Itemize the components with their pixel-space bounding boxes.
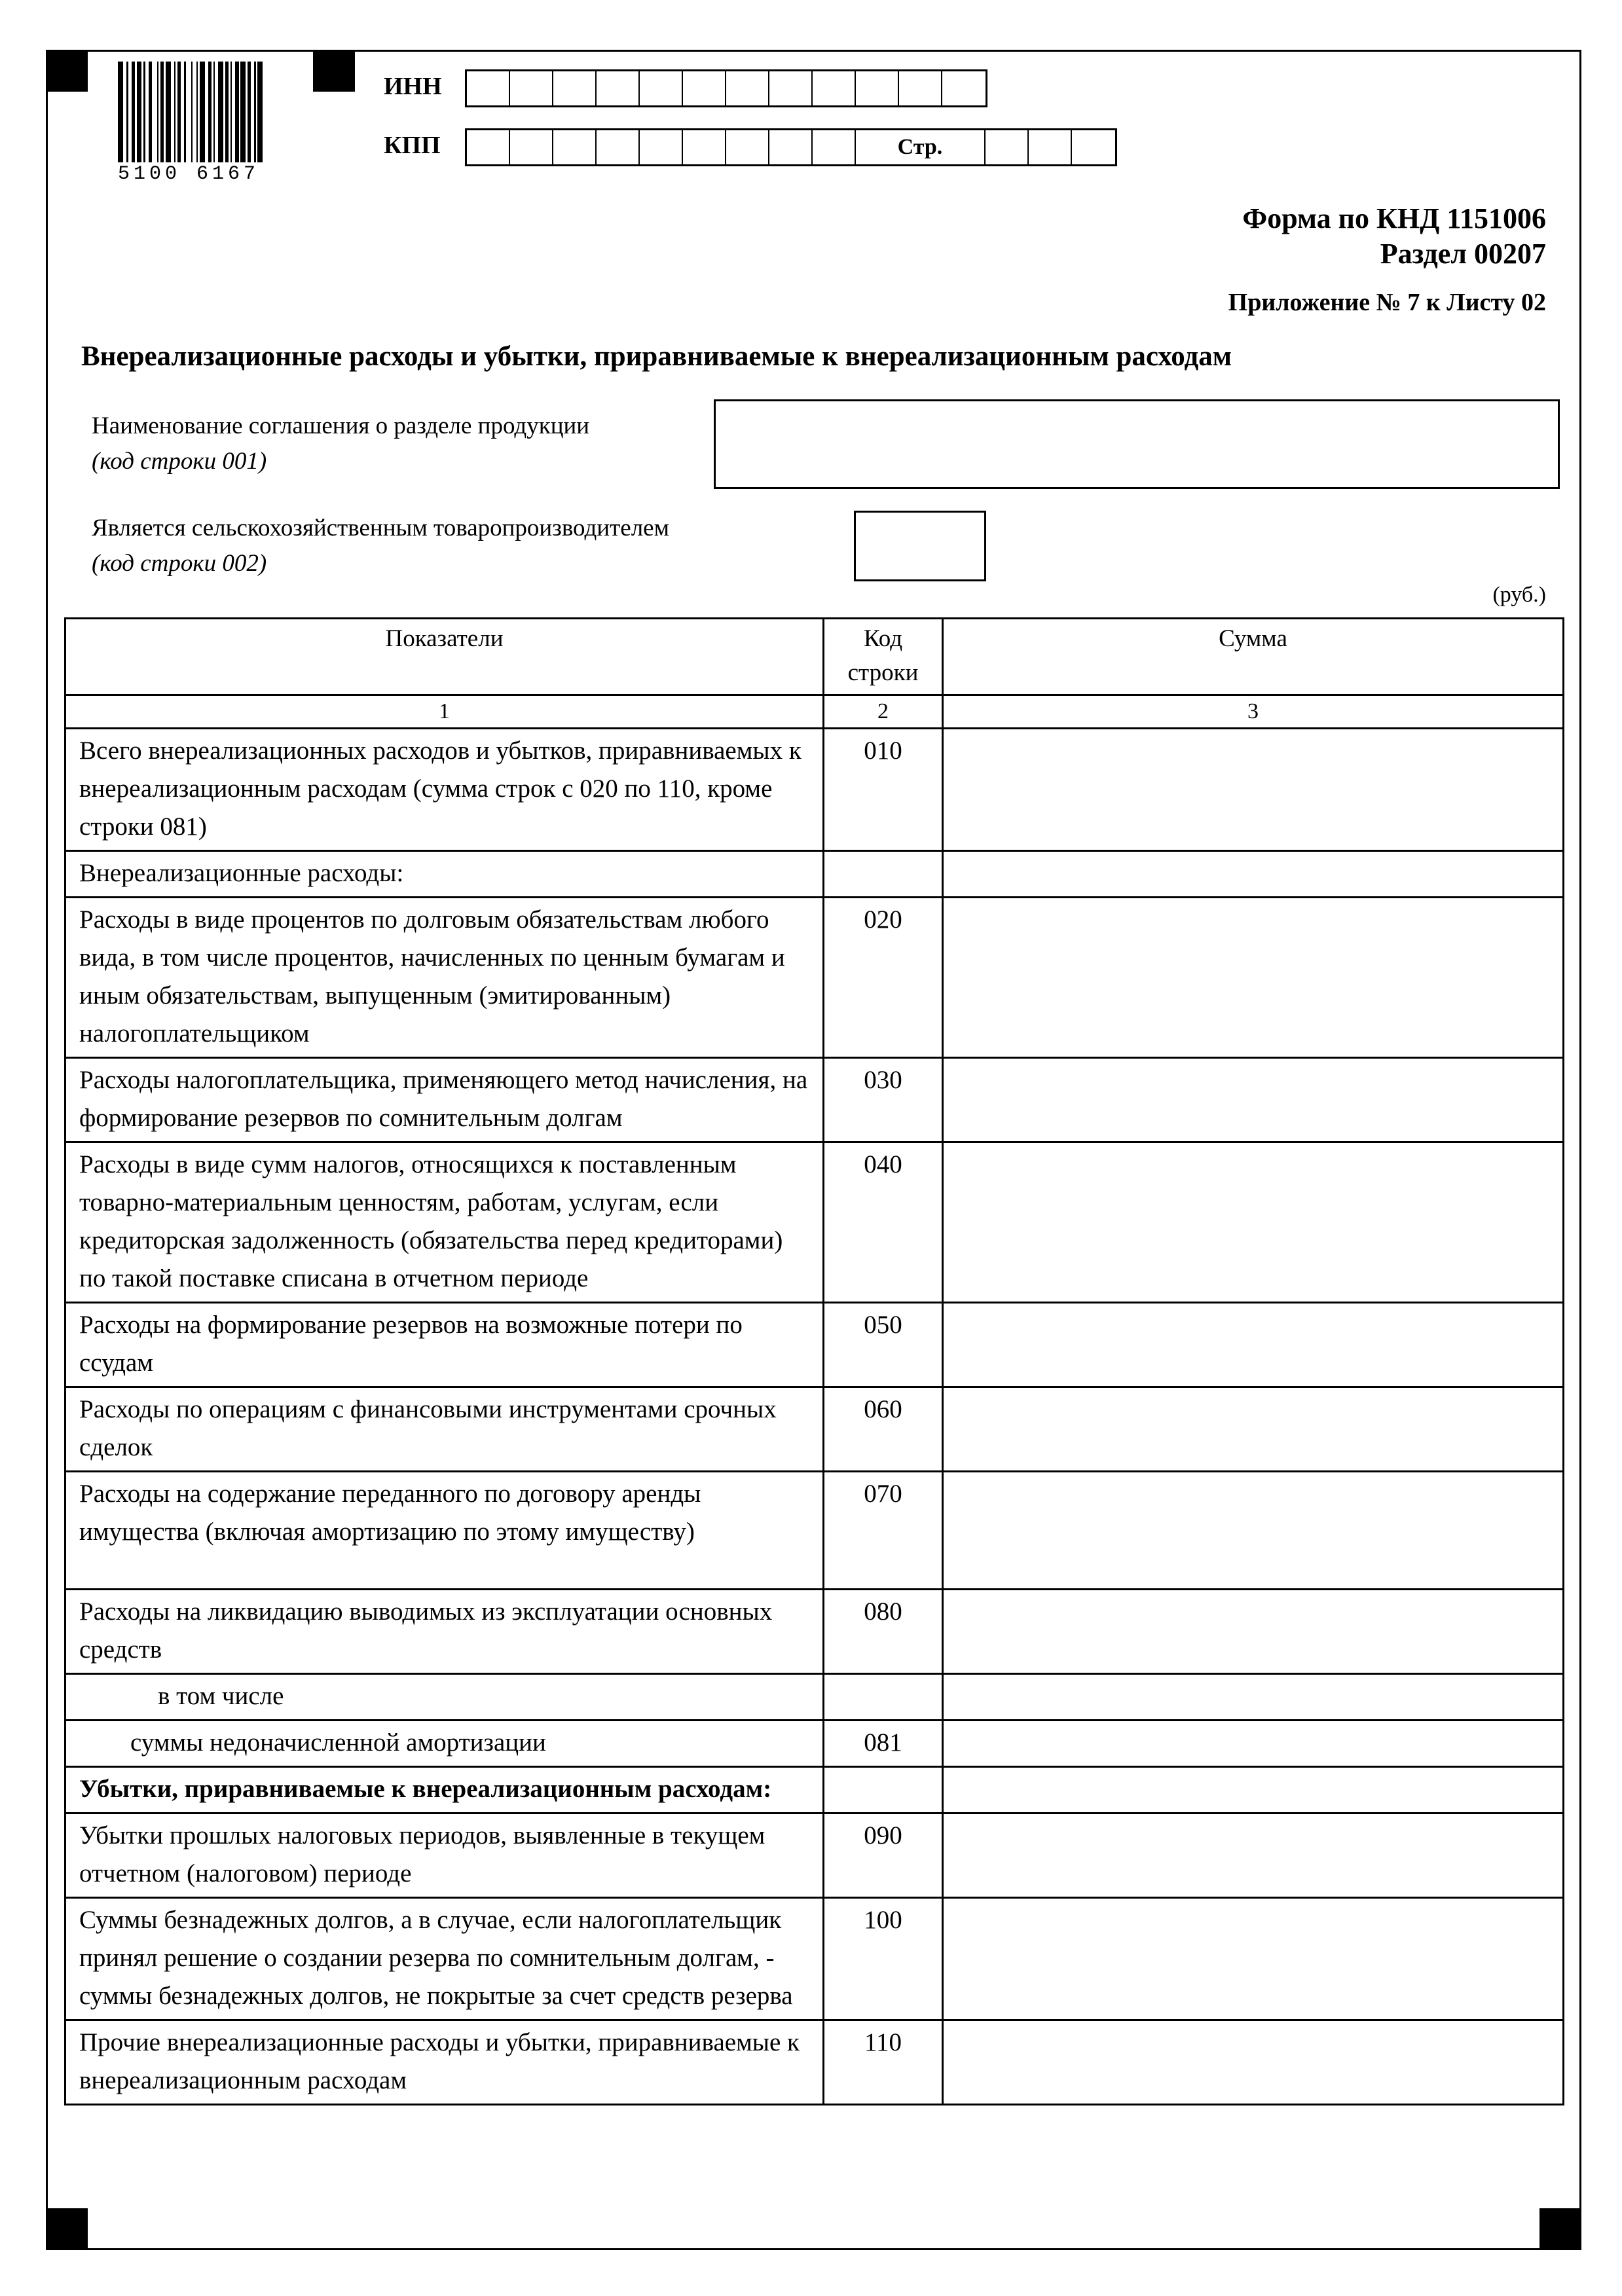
row-code: 070	[824, 1472, 943, 1590]
header-code	[824, 619, 943, 695]
agro-code-text	[92, 546, 669, 581]
row-label: Расходы в виде сумм налогов, относящихся к поставленным товарно-материальным ценностям, работам, услугам, если кредиторская задолженность (обязательства перед кредиторами) по такой поставке списана в отчетном периоде	[65, 1142, 824, 1303]
table-row	[65, 1303, 1564, 1387]
agro-producer-input[interactable]	[854, 511, 986, 581]
barcode-bar	[200, 62, 205, 162]
row-code: 080	[824, 1590, 943, 1674]
barcode-bar	[208, 62, 212, 162]
row-code: 100	[824, 1898, 943, 2020]
barcode-bar	[126, 62, 128, 162]
row-code: 020	[824, 898, 943, 1058]
barcode-bar	[248, 62, 251, 162]
barcode-bar	[143, 62, 145, 162]
row-code: 040	[824, 1142, 943, 1303]
kpp-cell[interactable]	[813, 130, 856, 164]
column-number: 3	[943, 695, 1564, 729]
corner-marker-bottom-left	[46, 2208, 88, 2250]
row-code	[824, 1767, 943, 1813]
row-sum-input[interactable]	[943, 1472, 1564, 1590]
kpp-cell[interactable]	[769, 130, 813, 164]
barcode-bar	[257, 62, 263, 162]
column-number: 1	[65, 695, 824, 729]
barcode-bar	[149, 62, 152, 162]
barcode-bars	[118, 62, 283, 162]
section-code: Раздел 00207	[1380, 238, 1546, 270]
agreement-code: (код строки 001)	[92, 448, 267, 475]
barcode-bar	[254, 62, 256, 162]
units-label: (руб.)	[1492, 583, 1546, 607]
inn-cell[interactable]	[899, 71, 942, 105]
barcode-bar	[235, 62, 238, 162]
row-code	[824, 1674, 943, 1721]
row-sum-input[interactable]	[943, 1898, 1564, 2020]
row-code: 050	[824, 1303, 943, 1387]
inn-cell[interactable]	[942, 71, 986, 105]
agreement-field-label	[92, 409, 589, 479]
table-row	[65, 729, 1564, 851]
header-indicators: Показатели	[65, 619, 824, 695]
page-cell[interactable]	[1072, 130, 1115, 164]
row-sum-input[interactable]	[943, 1058, 1564, 1142]
table-row	[65, 1898, 1564, 2020]
page-cell[interactable]	[1029, 130, 1072, 164]
row-label: Расходы налогоплательщика, применяющего метод начисления, на формирование резервов по сомнительным долгам	[65, 1058, 824, 1142]
kpp-cell[interactable]	[683, 130, 726, 164]
table-row	[65, 1813, 1564, 1898]
barcode-bar	[191, 62, 193, 162]
row-code	[824, 851, 943, 898]
barcode-bar	[213, 62, 215, 162]
row-sum-input[interactable]	[943, 1721, 1564, 1767]
barcode-bar	[196, 62, 198, 162]
corner-marker-top-center	[313, 50, 355, 92]
header-code-line2: строки	[847, 659, 919, 686]
agro-label-text: Является сельскохозяйственным товаропроизводителем	[92, 515, 670, 541]
kpp-cell[interactable]	[640, 130, 683, 164]
table-row	[65, 1767, 1564, 1813]
inn-cell[interactable]	[510, 71, 553, 105]
row-code: 060	[824, 1387, 943, 1472]
kpp-cell[interactable]	[597, 130, 640, 164]
row-label: Расходы на ликвидацию выводимых из эксплуатации основных средств	[65, 1590, 824, 1674]
column-number: 2	[824, 695, 943, 729]
row-sum-input[interactable]	[943, 1590, 1564, 1674]
row-sum-input[interactable]	[943, 1813, 1564, 1898]
inn-cell[interactable]	[813, 71, 856, 105]
barcode-bar	[184, 62, 186, 162]
page-title: Внереализационные расходы и убытки, приравниваемые к внереализационным расходам	[81, 341, 1232, 372]
row-sum-cell	[943, 1767, 1564, 1813]
row-code: 090	[824, 1813, 943, 1898]
kpp-cells[interactable]	[465, 128, 1117, 166]
inn-cell[interactable]	[726, 71, 769, 105]
expenses-table	[64, 617, 1564, 2105]
inn-cell[interactable]	[769, 71, 813, 105]
agro-field-label	[92, 511, 669, 581]
page-label: Стр.	[856, 130, 986, 164]
row-sum-input[interactable]	[943, 1303, 1564, 1387]
header-code-line1: Код	[863, 625, 903, 652]
agro-code: (код строки 002)	[92, 550, 267, 577]
inn-cell[interactable]	[597, 71, 640, 105]
row-label: суммы недоначисленной амортизации	[65, 1721, 824, 1767]
page-cell[interactable]	[986, 130, 1029, 164]
barcode-bar	[225, 62, 229, 162]
row-label: Расходы на формирование резервов на возможные потери по ссудам	[65, 1303, 824, 1387]
barcode	[113, 62, 288, 186]
barcode-bar	[132, 62, 135, 162]
row-label: Расходы по операциям с финансовыми инструментами срочных сделок	[65, 1387, 824, 1472]
row-label: Расходы в виде процентов по долговым обязательствам любого вида, в том числе процентов, начисленных по ценным бумагам и иным обязательствам, выпущенным (эмитированным) налогоплательщиком	[65, 898, 824, 1058]
row-sum-cell	[943, 851, 1564, 898]
table-row	[65, 898, 1564, 1058]
inn-label: ИНН	[384, 73, 442, 100]
appendix-label: Приложение № 7 к Листу 02	[1228, 289, 1546, 316]
row-label: Прочие внереализационные расходы и убытки, приравниваемые к внереализационным расходам	[65, 2020, 824, 2105]
inn-cell[interactable]	[467, 71, 510, 105]
table-row	[65, 2020, 1564, 2105]
row-sum-input[interactable]	[943, 898, 1564, 1058]
table-header-row	[65, 619, 1564, 695]
barcode-bar	[157, 62, 159, 162]
kpp-cell[interactable]	[467, 130, 510, 164]
table-row	[65, 1721, 1564, 1767]
table-row	[65, 1590, 1564, 1674]
row-label: Суммы безнадежных долгов, а в случае, если налогоплательщик принял решение о создании резерва по сомнительным долгам, - суммы безнадежных долгов, не покрытые за счет средств резерва	[65, 1898, 824, 2020]
barcode-bar	[174, 62, 176, 162]
row-code: 010	[824, 729, 943, 851]
row-label: Расходы на содержание переданного по договору аренды имущества (включая амортизацию по этому имуществу)	[65, 1472, 824, 1590]
column-numbers-row	[65, 695, 1564, 729]
inn-cell[interactable]	[683, 71, 726, 105]
row-label: в том числе	[65, 1674, 824, 1721]
row-sum-cell	[943, 1674, 1564, 1721]
row-sum-input[interactable]	[943, 729, 1564, 851]
kpp-cell[interactable]	[553, 130, 597, 164]
table-row	[65, 1142, 1564, 1303]
barcode-bar	[177, 62, 181, 162]
row-code: 030	[824, 1058, 943, 1142]
corner-marker-bottom-right	[1539, 2208, 1581, 2250]
row-label: Внереализационные расходы:	[65, 851, 824, 898]
row-sum-input[interactable]	[943, 1387, 1564, 1472]
table-row	[65, 1674, 1564, 1721]
barcode-digits: 5100 6167	[118, 163, 260, 185]
kpp-cell[interactable]	[510, 130, 553, 164]
row-label: Убытки, приравниваемые к внереализационным расходам:	[65, 1767, 824, 1813]
inn-cell[interactable]	[553, 71, 597, 105]
header-sum: Сумма	[943, 619, 1564, 695]
inn-cell[interactable]	[640, 71, 683, 105]
form-code: Форма по КНД 1151006	[1242, 202, 1546, 234]
table-row	[65, 1472, 1564, 1590]
row-label: Всего внереализационных расходов и убытков, приравниваемых к внереализационным расходам (сумма строк с 020 по 110, кроме строки 081)	[65, 729, 824, 851]
barcode-bar	[218, 62, 223, 162]
barcode-bar	[137, 62, 142, 162]
row-code: 110	[824, 2020, 943, 2105]
row-label: Убытки прошлых налоговых периодов, выявленные в текущем отчетном (налоговом) периоде	[65, 1813, 824, 1898]
barcode-bar	[230, 62, 232, 162]
row-code: 081	[824, 1721, 943, 1767]
table-row	[65, 1387, 1564, 1472]
agreement-code-text	[92, 444, 589, 479]
barcode-bar	[166, 62, 171, 162]
row-sum-input[interactable]	[943, 1142, 1564, 1303]
corner-marker-top-left	[46, 50, 88, 92]
table-row	[65, 851, 1564, 898]
barcode-bar	[240, 62, 246, 162]
agreement-input[interactable]	[714, 399, 1560, 489]
agreement-label-text: Наименование соглашения о разделе продукции	[92, 412, 590, 439]
barcode-bar	[118, 62, 123, 162]
inn-cell[interactable]	[856, 71, 899, 105]
row-sum-input[interactable]	[943, 2020, 1564, 2105]
kpp-cell[interactable]	[726, 130, 769, 164]
table-row	[65, 1058, 1564, 1142]
barcode-bar	[160, 62, 164, 162]
inn-cells[interactable]	[465, 69, 987, 107]
kpp-label: КПП	[384, 132, 441, 159]
